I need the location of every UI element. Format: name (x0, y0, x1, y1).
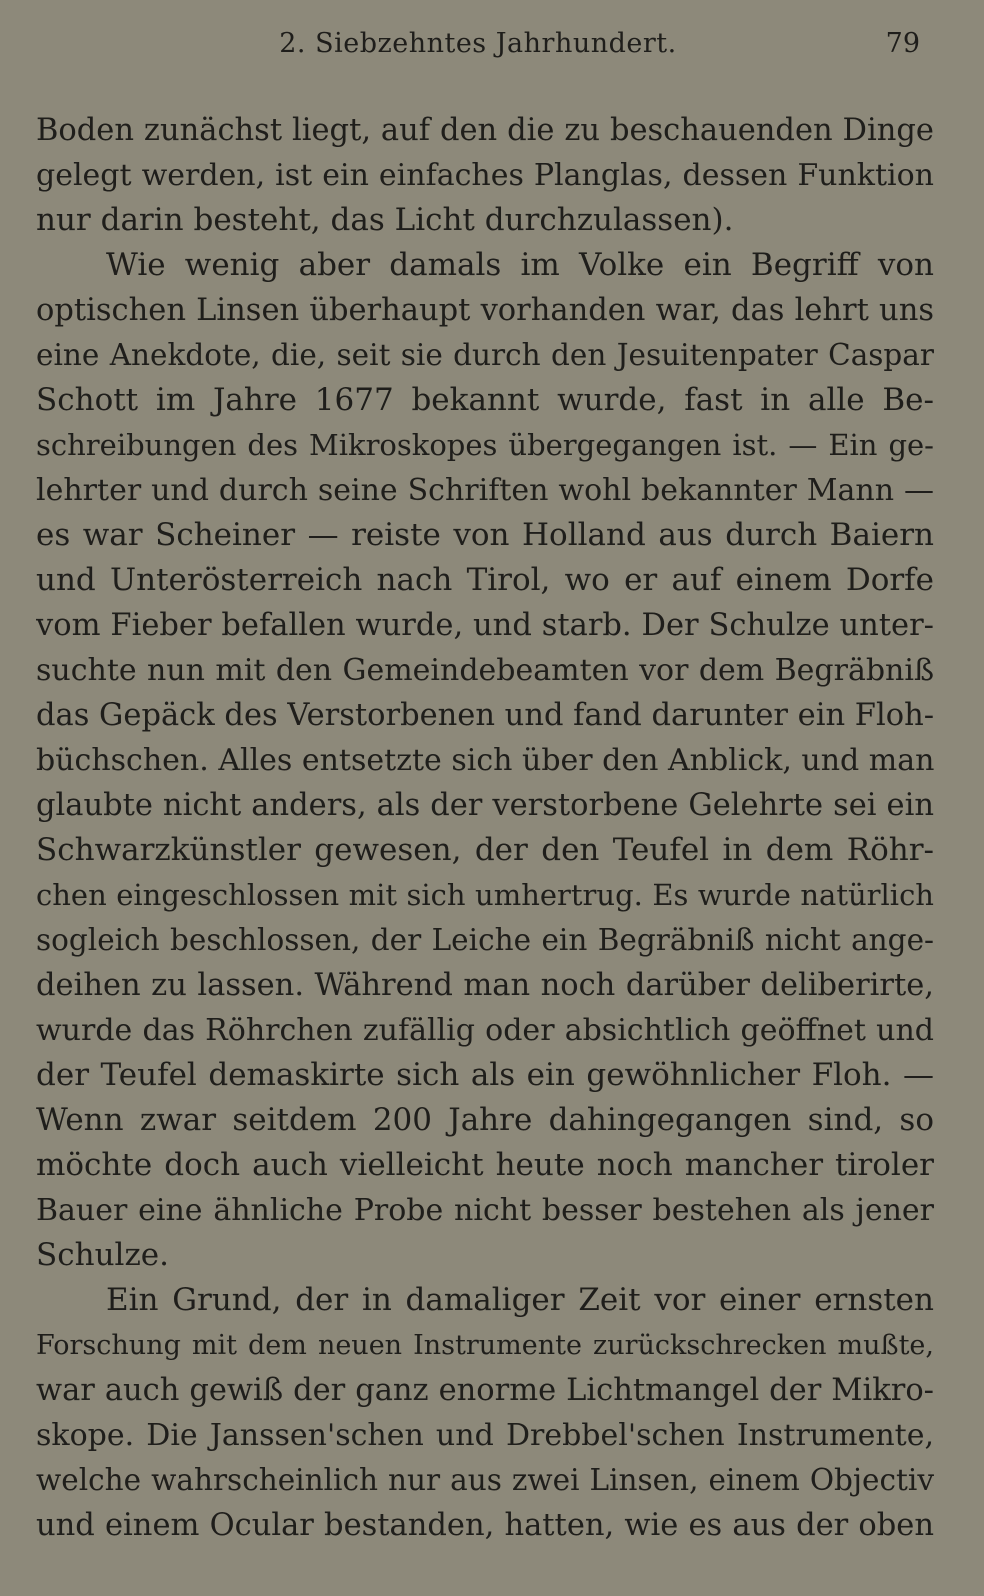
text-line: war auch gewiß der ganz enorme Lichtmangel der Mikro- (36, 1373, 934, 1408)
text-line: glaubte nicht anders, als der verstorbene Gelehrte sei ein (36, 788, 934, 823)
text-line: Schwarzkünstler gewesen, der den Teufel in dem Röhr- (36, 832, 934, 868)
text-line: das Gepäck des Verstorbenen und fand darunter ein Floh- (36, 698, 934, 733)
text-line: Boden zunächst liegt, auf den die zu beschauenden Dinge (36, 113, 934, 148)
text-line: büchschen. Alles entsetzte sich über den Anblick, und man (36, 743, 934, 778)
running-head-title: 2. Siebzehntes Jahrhundert. (279, 28, 677, 59)
text-line: möchte doch auch vielleicht heute noch mancher tiroler (36, 1147, 934, 1183)
text-line: lehrter und durch seine Schriften wohl bekannter Mann — (36, 473, 934, 508)
text-line: Forschung mit dem neuen Instrumente zurückschrecken mußte, (36, 1330, 934, 1361)
text-line: Ein Grund, der in damaliger Zeit vor einer ernsten (106, 1282, 934, 1318)
text-line: Bauer eine ähnliche Probe nicht besser bestehen als jener (36, 1193, 934, 1228)
text-line: sogleich beschlossen, der Leiche ein Begräbniß nicht ange- (36, 923, 934, 957)
text-line: suchte nun mit den Gemeindebeamten vor dem Begräbniß (36, 653, 934, 688)
text-line: gelegt werden, ist ein einfaches Planglas, dessen Funktion (36, 158, 934, 193)
body-text (36, 108, 934, 1548)
text-line: und Unterösterreich nach Tirol, wo er auf einem Dorfe (36, 562, 934, 598)
text-line: und einem Ocular bestanden, hatten, wie es aus der oben (36, 1508, 934, 1543)
text-line: Schulze. (36, 1237, 169, 1273)
page-number: 79 (885, 28, 920, 59)
text-line: der Teufel demaskirte sich als ein gewöhnlicher Floh. — (36, 1057, 934, 1093)
text-line: skope. Die Janssen'schen und Drebbel'schen Instrumente, (36, 1418, 934, 1453)
text-line: chen eingeschlossen mit sich umhertrug. Es wurde natürlich (36, 878, 934, 912)
text-line: deihen zu lassen. Während man noch darüber deliberirte, (36, 968, 934, 1003)
text-line: welche wahrscheinlich nur aus zwei Linsen, einem Objectiv (36, 1463, 934, 1497)
text-line: optischen Linsen überhaupt vorhanden war, das lehrt uns (36, 293, 934, 328)
text-line: es war Scheiner — reiste von Holland aus durch Baiern (36, 517, 934, 553)
running-header (36, 22, 920, 62)
text-line: nur darin besteht, das Licht durchzulassen). (36, 202, 734, 238)
text-line: vom Fieber befallen wurde, und starb. Der Schulze unter- (36, 608, 934, 643)
text-line: Wie wenig aber damals im Volke ein Begriff von (106, 247, 934, 283)
text-line: eine Anekdote, die, seit sie durch den Jesuitenpater Caspar (36, 338, 934, 372)
text-line: Wenn zwar seitdem 200 Jahre dahingegangen sind, so (36, 1102, 934, 1138)
text-line: Schott im Jahre 1677 bekannt wurde, fast in alle Be- (36, 382, 934, 418)
text-line: wurde das Röhrchen zufällig oder absichtlich geöffnet und (36, 1013, 934, 1048)
text-line: schreibungen des Mikroskopes übergegangen ist. — Ein ge- (36, 428, 934, 462)
